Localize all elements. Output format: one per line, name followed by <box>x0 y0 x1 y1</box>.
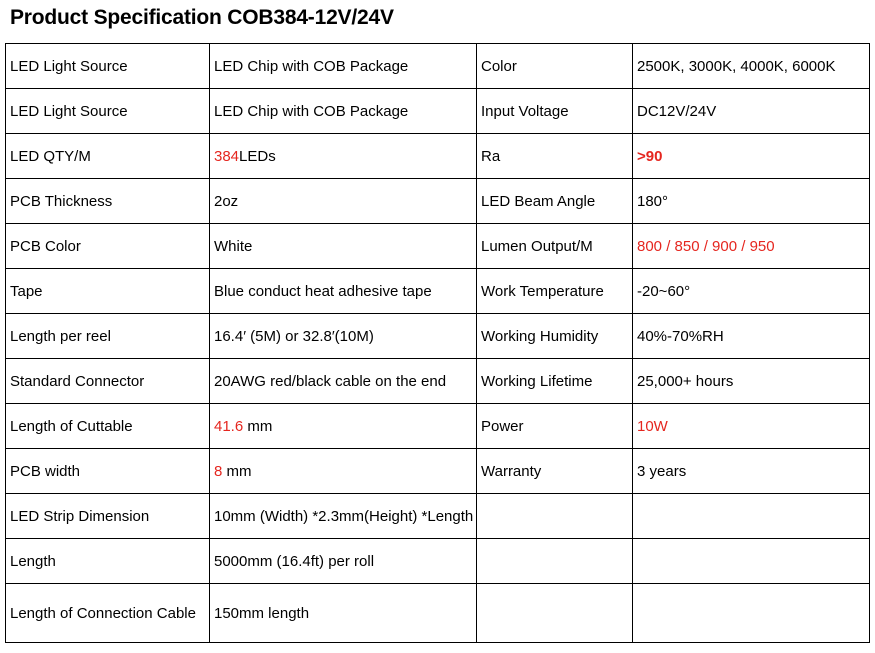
spec-value: 2oz <box>210 179 477 224</box>
unit-text: mm <box>243 417 273 435</box>
spec-label: Power <box>477 404 633 449</box>
spec-label: PCB width <box>6 449 210 494</box>
table-row <box>6 314 870 359</box>
spec-value <box>210 134 477 179</box>
spec-label <box>477 494 633 539</box>
spec-value: LED Chip with COB Package <box>210 89 477 134</box>
highlight-value: 384 <box>214 147 240 165</box>
spec-label: LED Light Source <box>6 89 210 134</box>
spec-label: LED Light Source <box>6 44 210 89</box>
unit-text: LEDs <box>239 147 276 165</box>
table-row <box>6 224 870 269</box>
spec-value <box>633 539 870 584</box>
spec-label: PCB Color <box>6 224 210 269</box>
table-row <box>6 494 870 539</box>
spec-label: Warranty <box>477 449 633 494</box>
table-row <box>6 449 870 494</box>
spec-value: 25,000+ hours <box>633 359 870 404</box>
spec-value: Blue conduct heat adhesive tape <box>210 269 477 314</box>
spec-label: Working Lifetime <box>477 359 633 404</box>
spec-label: PCB Thickness <box>6 179 210 224</box>
spec-value: 10mm (Width) *2.3mm(Height) *Length <box>210 494 477 539</box>
table-row <box>6 44 870 89</box>
spec-value: 5000mm (16.4ft) per roll <box>210 539 477 584</box>
table-row <box>6 89 870 134</box>
spec-value <box>210 404 477 449</box>
spec-label: Length of Connection Cable <box>6 584 210 643</box>
unit-text: mm <box>222 462 252 480</box>
spec-value: 20AWG red/black cable on the end <box>210 359 477 404</box>
spec-value <box>633 494 870 539</box>
spec-label: Work Temperature <box>477 269 633 314</box>
spec-label: Length of Cuttable <box>6 404 210 449</box>
table-row <box>6 179 870 224</box>
spec-label: Working Humidity <box>477 314 633 359</box>
spec-value: 40%-70%RH <box>633 314 870 359</box>
spec-label: Length per reel <box>6 314 210 359</box>
table-row <box>6 584 870 643</box>
table-row <box>6 269 870 314</box>
spec-value: 16.4′ (5M) or 32.8′(10M) <box>210 314 477 359</box>
spec-value: LED Chip with COB Package <box>210 44 477 89</box>
spec-value: 2500K, 3000K, 4000K, 6000K <box>633 44 870 89</box>
highlight-value: 8 <box>214 462 223 480</box>
spec-label: Standard Connector <box>6 359 210 404</box>
spec-value: -20~60° <box>633 269 870 314</box>
spec-value: >90 <box>633 134 870 179</box>
spec-label <box>477 584 633 643</box>
table-row <box>6 539 870 584</box>
spec-value: 180° <box>633 179 870 224</box>
spec-value: White <box>210 224 477 269</box>
spec-value: 150mm length <box>210 584 477 643</box>
spec-label: LED Strip Dimension <box>6 494 210 539</box>
table-row <box>6 134 870 179</box>
table-row <box>6 359 870 404</box>
spec-label: Color <box>477 44 633 89</box>
table-row <box>6 404 870 449</box>
spec-label: Ra <box>477 134 633 179</box>
spec-label: LED QTY/M <box>6 134 210 179</box>
spec-value: 10W <box>633 404 870 449</box>
spec-label: Input Voltage <box>477 89 633 134</box>
spec-label: Tape <box>6 269 210 314</box>
highlight-value: 41.6 <box>214 417 244 435</box>
spec-label: Lumen Output/M <box>477 224 633 269</box>
spec-value: DC12V/24V <box>633 89 870 134</box>
spec-value <box>633 584 870 643</box>
spec-label: LED Beam Angle <box>477 179 633 224</box>
spec-label <box>477 539 633 584</box>
spec-value <box>210 449 477 494</box>
page-title: Product Specification COB384-12V/24V <box>10 6 394 29</box>
specification-table <box>5 43 870 643</box>
spec-value: 3 years <box>633 449 870 494</box>
spec-label: Length <box>6 539 210 584</box>
spec-value: 800 / 850 / 900 / 950 <box>633 224 870 269</box>
